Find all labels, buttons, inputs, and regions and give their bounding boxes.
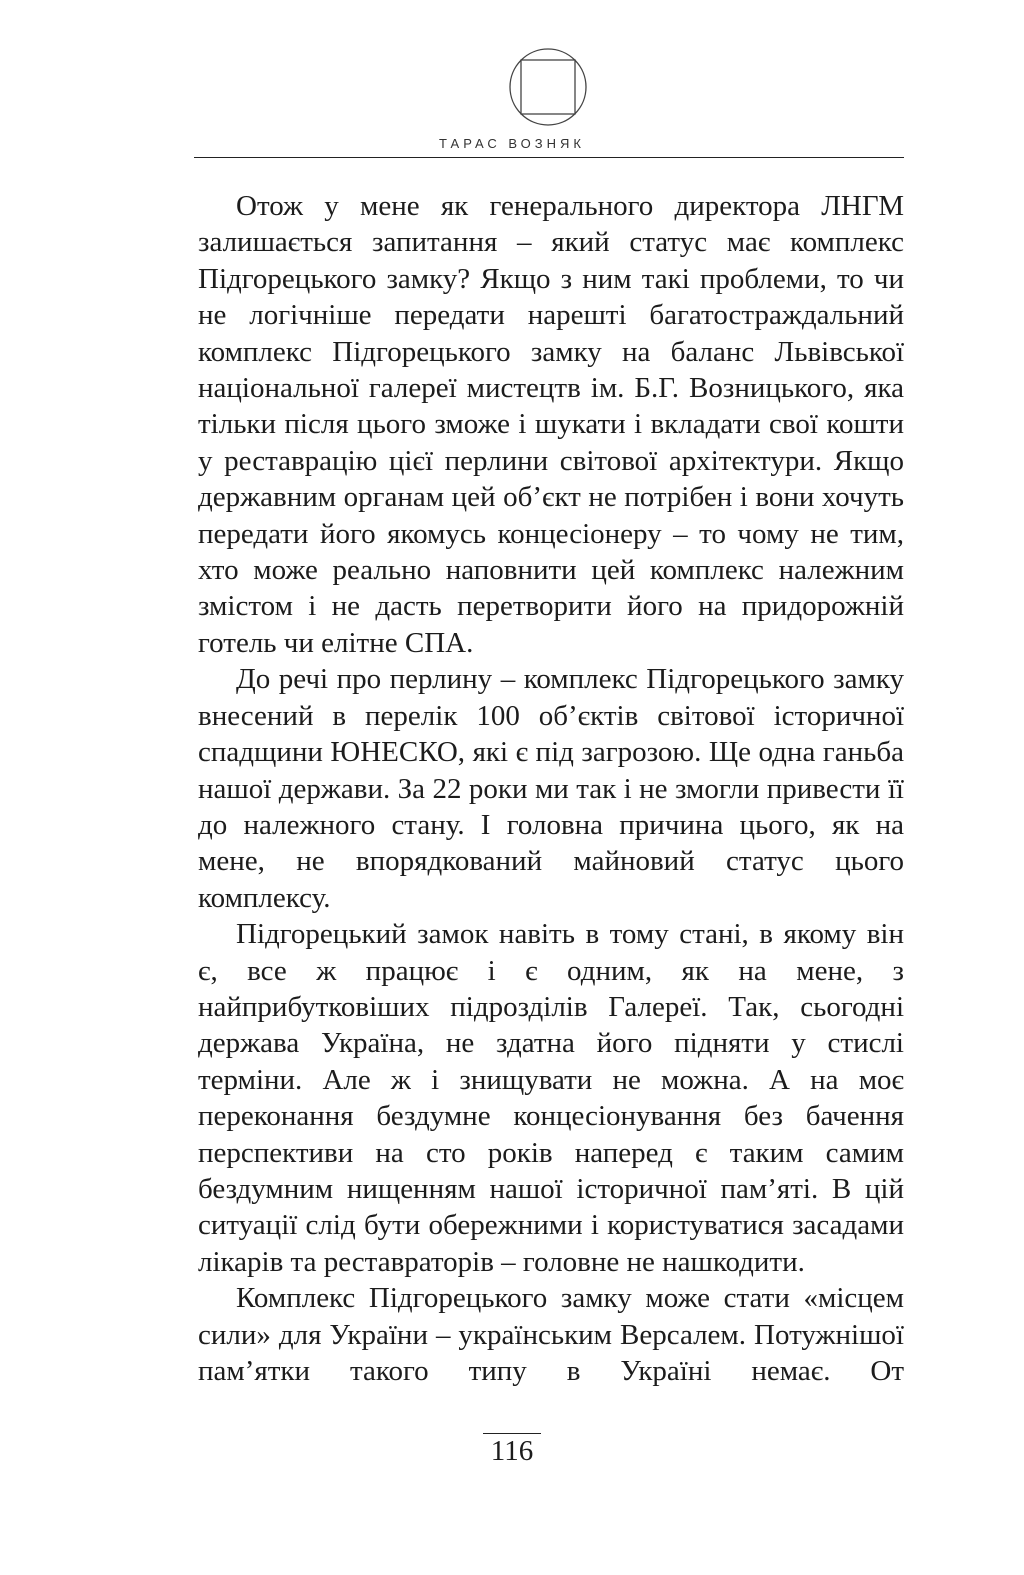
circle-square-emblem-icon bbox=[508, 47, 588, 127]
paragraph: Отож у мене як генерального директора ЛНГМ залишається запитання – який статус має комплекс Підгорецького замку? Якщо з ним такі проблеми, то чи не логічніше передати нарешті багатостраждальний комплекс Підгорецького замку на баланс Львівської національної галереї мистецтв ім. Б.Г. Возницького, яка тільки після цього зможе і шукати і вкладати свої кошти у реставрацію цієї перлини світової архітектури. Якщо державним органам цей об’єкт не потрібен і вони хочуть передати його якомусь концесіонеру – то чому не тим, хто може реально наповнити цей комплекс належним змістом і не дасть перетворити його на придорожній готель чи елітне СПА. bbox=[198, 190, 904, 659]
page-body bbox=[198, 188, 904, 1389]
paragraph: Комплекс Підгорецького замку може стати «місцем сили» для України – українським Версалем. Потужнішої пам’ятки такого типу в Україні немає. От bbox=[198, 1282, 904, 1387]
page-number-container bbox=[0, 1433, 1024, 1468]
running-header-author: ТАРАС ВОЗНЯК bbox=[439, 136, 585, 151]
header-divider bbox=[194, 157, 904, 158]
paragraph: Підгорецький замок навіть в тому стані, в якому він є, все ж працює і є одним, як на мене, з найприбутковіших підрозділів Галереї. Так, сьогодні держава Україна, не здатна його підняти у стислі терміни. Але ж і знищувати не можна. А на моє переконання бездумне концесіонування без бачення перспективи на сто років наперед є таким самим бездумним нищенням нашої історичної пам’яті. В цій ситуації слід бути обережними і користуватися засадами лікарів та реставраторів – головне не нашкодити. bbox=[198, 918, 904, 1278]
page-number: 116 bbox=[483, 1433, 541, 1468]
paragraph: До речі про перлину – комплекс Підгорецького замку внесений в перелік 100 об’єктів світової історичної спадщини ЮНЕСКО, які є під загрозою. Ще одна ганьба нашої держави. За 22 роки ми так і не змогли привести її до належного стану. І головна причина цього, як на мене, не впорядкований майновий статус цього комплексу. bbox=[198, 663, 904, 914]
